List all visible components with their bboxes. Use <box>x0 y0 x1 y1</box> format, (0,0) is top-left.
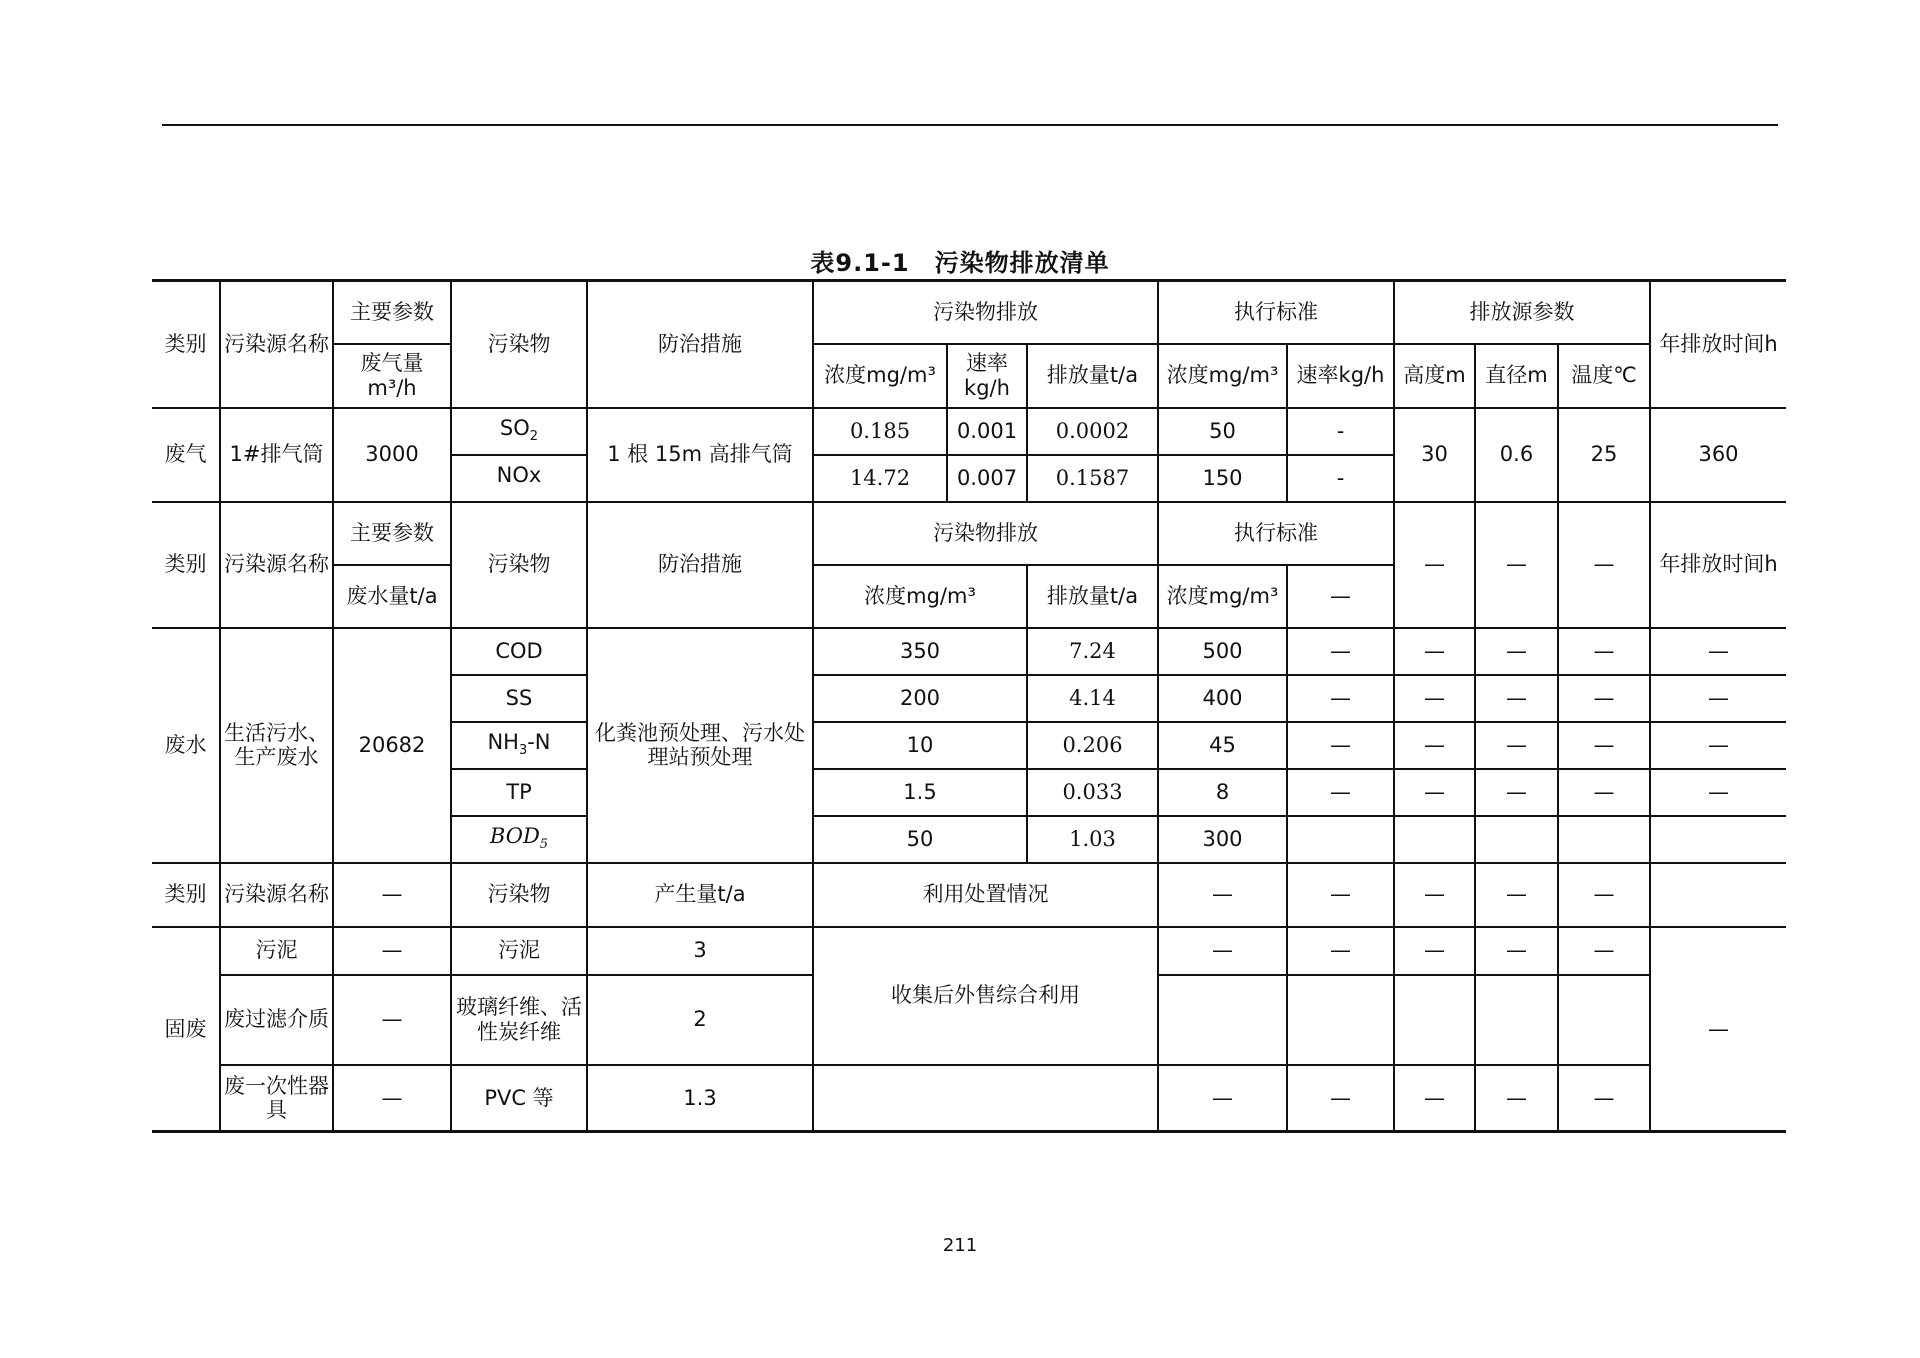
solid-empty <box>1558 975 1650 1065</box>
gas-rate: 0.007 <box>947 455 1027 502</box>
hdr2-amount: 排放量t/a <box>1027 565 1158 628</box>
pollutant-emission-table <box>152 279 1786 1133</box>
water-amount: 7.24 <box>1027 628 1158 675</box>
solid-disposal: 收集后外售综合利用 <box>813 927 1158 1065</box>
solid-empty <box>1475 975 1558 1065</box>
water-dash: — <box>1650 769 1786 816</box>
solid-source: 废一次性器具 <box>220 1065 333 1132</box>
solid-empty <box>1158 975 1287 1065</box>
water-dash: — <box>1394 722 1475 769</box>
hdr3-disposal: 利用处置情况 <box>813 863 1158 927</box>
gas-std-rate: - <box>1287 408 1394 455</box>
hdr3-dash: — <box>1394 863 1475 927</box>
solid-amount: 2 <box>587 975 813 1065</box>
water-std: 500 <box>1158 628 1287 675</box>
water-conc: 350 <box>813 628 1027 675</box>
water-pollutant: SS <box>451 675 587 722</box>
hdr2-dash: — <box>1394 502 1475 628</box>
solid-empty <box>1394 975 1475 1065</box>
gas-conc: 0.185 <box>813 408 947 455</box>
gas-category: 废气 <box>152 408 220 502</box>
water-dash: — <box>1558 769 1650 816</box>
solid-source: 废过滤介质 <box>220 975 333 1065</box>
hdr-rate: 速率kg/h <box>947 344 1027 408</box>
water-empty <box>1394 816 1475 863</box>
hdr2-conc: 浓度mg/m³ <box>813 565 1027 628</box>
water-dash: — <box>1394 628 1475 675</box>
gas-source: 1#排气筒 <box>220 408 333 502</box>
water-dash: — <box>1287 722 1394 769</box>
solid-source: 污泥 <box>220 927 333 975</box>
solid-dash: — <box>1558 927 1650 975</box>
water-dash: — <box>1650 628 1786 675</box>
page-number: 211 <box>942 1235 978 1256</box>
water-empty <box>1650 816 1786 863</box>
header-rule <box>162 124 1778 126</box>
water-empty <box>1287 816 1394 863</box>
hdr-category: 类别 <box>152 281 220 408</box>
hdr-height: 高度m <box>1394 344 1475 408</box>
water-dash: — <box>1287 675 1394 722</box>
hdr-std-rate: 速率kg/h <box>1287 344 1394 408</box>
water-dash: — <box>1475 769 1558 816</box>
hdr-source-params: 排放源参数 <box>1394 281 1650 344</box>
gas-diameter: 0.6 <box>1475 408 1558 502</box>
gas-hours: 360 <box>1650 408 1786 502</box>
water-std: 400 <box>1158 675 1287 722</box>
water-dash: — <box>1394 769 1475 816</box>
gas-amount: 0.0002 <box>1027 408 1158 455</box>
gas-std-conc: 150 <box>1158 455 1287 502</box>
hdr-amount: 排放量t/a <box>1027 344 1158 408</box>
hdr2-water-flow: 废水量t/a <box>333 565 451 628</box>
hdr-std-conc: 浓度mg/m³ <box>1158 344 1287 408</box>
gas-temp: 25 <box>1558 408 1650 502</box>
hdr-annual-hours: 年排放时间h <box>1650 281 1786 408</box>
gas-flow: 3000 <box>333 408 451 502</box>
water-flow: 20682 <box>333 628 451 863</box>
water-pollutant-nh3n: $NH_3-N$ <box>451 722 587 769</box>
hdr-diameter: 直径m <box>1475 344 1558 408</box>
water-dash: — <box>1650 722 1786 769</box>
hdr2-dash: — <box>1558 502 1650 628</box>
hdr2-pollutant: 污染物 <box>451 502 587 628</box>
water-conc: 50 <box>813 816 1027 863</box>
hdr-main-params: 主要参数 <box>333 281 451 344</box>
hdr2-source-name: 污染源名称 <box>220 502 333 628</box>
hdr3-dash: — <box>1475 863 1558 927</box>
gas-height: 30 <box>1394 408 1475 502</box>
water-empty <box>1475 816 1558 863</box>
water-category: 废水 <box>152 628 220 863</box>
solid-pollutant: 玻璃纤维、活性炭纤维 <box>451 975 587 1065</box>
solid-category: 固废 <box>152 927 220 1132</box>
hdr-emission: 污染物排放 <box>813 281 1158 344</box>
hdr-pollutant: 污染物 <box>451 281 587 408</box>
solid-dash: — <box>1475 927 1558 975</box>
solid-param: — <box>333 975 451 1065</box>
hdr-gas-flow: 废气量m³/h <box>333 344 451 408</box>
water-pollutant-bod5: $BOD_5$ <box>451 816 587 863</box>
water-dash: — <box>1287 769 1394 816</box>
hdr3-source-name: 污染源名称 <box>220 863 333 927</box>
solid-empty <box>1287 975 1394 1065</box>
hdr3-produced: 产生量t/a <box>587 863 813 927</box>
solid-dash: — <box>1158 927 1287 975</box>
water-conc: 200 <box>813 675 1027 722</box>
hdr2-category: 类别 <box>152 502 220 628</box>
solid-amount: 3 <box>587 927 813 975</box>
hdr-standard: 执行标准 <box>1158 281 1394 344</box>
water-source: 生活污水、生产废水 <box>220 628 333 863</box>
solid-dash: — <box>1158 1065 1287 1132</box>
water-dash: — <box>1475 628 1558 675</box>
hdr-measures: 防治措施 <box>587 281 813 408</box>
hdr3-dash: — <box>333 863 451 927</box>
water-empty <box>1558 816 1650 863</box>
hdr-temp: 温度℃ <box>1558 344 1650 408</box>
water-dash: — <box>1287 628 1394 675</box>
solid-param: — <box>333 1065 451 1132</box>
hdr3-empty <box>1650 863 1786 927</box>
gas-pollutant-so2: $SO_2$ <box>451 408 587 455</box>
gas-pollutant-nox: NOx <box>451 455 587 502</box>
water-amount: 0.206 <box>1027 722 1158 769</box>
hdr-source-name: 污染源名称 <box>220 281 333 408</box>
water-dash: — <box>1475 675 1558 722</box>
hdr3-pollutant: 污染物 <box>451 863 587 927</box>
solid-dash: — <box>1558 1065 1650 1132</box>
water-conc: 10 <box>813 722 1027 769</box>
gas-std-rate: - <box>1287 455 1394 502</box>
water-amount: 4.14 <box>1027 675 1158 722</box>
hdr2-dash: — <box>1475 502 1558 628</box>
water-std: 8 <box>1158 769 1287 816</box>
water-dash: — <box>1558 722 1650 769</box>
hdr3-dash: — <box>1158 863 1287 927</box>
hdr3-dash: — <box>1558 863 1650 927</box>
solid-dash: — <box>1394 927 1475 975</box>
solid-dash: — <box>1287 1065 1394 1132</box>
hdr2-emission: 污染物排放 <box>813 502 1158 565</box>
gas-rate: 0.001 <box>947 408 1027 455</box>
water-dash: — <box>1558 675 1650 722</box>
gas-std-conc: 50 <box>1158 408 1287 455</box>
water-dash: — <box>1394 675 1475 722</box>
hdr3-dash: — <box>1287 863 1394 927</box>
hdr2-main-params: 主要参数 <box>333 502 451 565</box>
solid-pollutant: PVC 等 <box>451 1065 587 1132</box>
table-title: 表9.1-1 污染物排放清单 <box>810 249 1110 277</box>
water-dash: — <box>1558 628 1650 675</box>
water-dash: — <box>1475 722 1558 769</box>
solid-amount: 1.3 <box>587 1065 813 1132</box>
hdr2-std-conc: 浓度mg/m³ <box>1158 565 1287 628</box>
water-dash: — <box>1650 675 1786 722</box>
hdr2-measures: 防治措施 <box>587 502 813 628</box>
hdr2-annual-hours: 年排放时间h <box>1650 502 1786 628</box>
water-std: 45 <box>1158 722 1287 769</box>
hdr-conc: 浓度mg/m³ <box>813 344 947 408</box>
solid-param: — <box>333 927 451 975</box>
solid-dash: — <box>1394 1065 1475 1132</box>
water-measure: 化粪池预处理、污水处理站预处理 <box>587 628 813 863</box>
gas-amount: 0.1587 <box>1027 455 1158 502</box>
gas-measure: 1 根 15m 高排气筒 <box>587 408 813 502</box>
water-pollutant: TP <box>451 769 587 816</box>
water-conc: 1.5 <box>813 769 1027 816</box>
gas-conc: 14.72 <box>813 455 947 502</box>
solid-pollutant: 污泥 <box>451 927 587 975</box>
water-std: 300 <box>1158 816 1287 863</box>
water-pollutant: COD <box>451 628 587 675</box>
solid-dash: — <box>1287 927 1394 975</box>
water-amount: 0.033 <box>1027 769 1158 816</box>
hdr3-category: 类别 <box>152 863 220 927</box>
hdr2-std-dash: — <box>1287 565 1394 628</box>
hdr2-standard: 执行标准 <box>1158 502 1394 565</box>
solid-hours: — <box>1650 927 1786 1132</box>
solid-empty <box>813 1065 1158 1132</box>
solid-dash: — <box>1475 1065 1558 1132</box>
water-amount: 1.03 <box>1027 816 1158 863</box>
